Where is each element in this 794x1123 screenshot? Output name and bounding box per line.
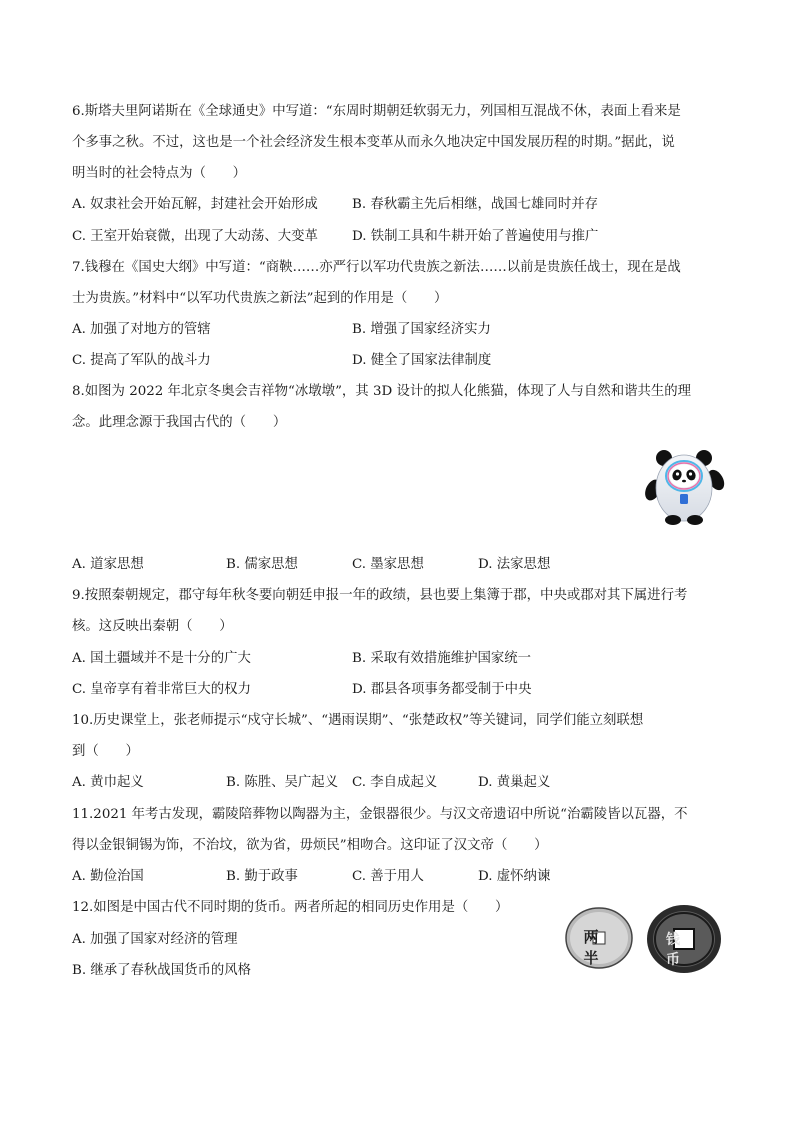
- q9-option-c[interactable]: C. 皇帝享有着非常巨大的权力: [72, 682, 251, 697]
- bing-dwen-dwen-icon: [644, 446, 726, 526]
- q8-option-a[interactable]: A. 道家思想: [72, 557, 144, 572]
- q9-option-a[interactable]: A. 国土疆域并不是十分的广大: [72, 651, 251, 666]
- q12-option-a[interactable]: A. 加强了国家对经济的管理: [72, 932, 238, 947]
- q12-stem-line-1: 12.如图是中国古代不同时期的货币。两者所起的相同历史作用是（ ）: [72, 900, 509, 915]
- coin-left-text: 两 半: [583, 928, 615, 967]
- q11-option-a[interactable]: A. 勤俭治国: [72, 869, 144, 884]
- q7-stem-line-1: 7.钱穆在《国史大纲》中写道：“商鞅……亦严行以军功代贵族之新法……以前是贵族任战士，现在是战: [72, 260, 681, 275]
- q10-option-c[interactable]: C. 李自成起义: [352, 775, 438, 790]
- q8-stem-line-2: 念。此理念源于我国古代的（ ）: [72, 415, 287, 430]
- coin-right-text: 钱 币: [666, 932, 702, 968]
- q10-stem-line-2: 到（ ）: [72, 744, 139, 759]
- q6-stem-line-1: 6.斯塔夫里阿诺斯在《全球通史》中写道：“东周时期朝廷软弱无力，列国相互混战不休，表面上看来是: [72, 104, 681, 119]
- q10-option-a[interactable]: A. 黄巾起义: [72, 775, 144, 790]
- q11-option-b[interactable]: B. 勤于政事: [226, 869, 298, 884]
- q7-option-b[interactable]: B. 增强了国家经济实力: [352, 322, 491, 337]
- coin-ban-liang-icon: [563, 906, 635, 970]
- q9-stem-line-2: 核。这反映出秦朝（ ）: [72, 619, 233, 634]
- q6-option-a[interactable]: A. 奴隶社会开始瓦解，封建社会开始形成: [72, 197, 318, 212]
- q6-stem-line-3: 明当时的社会特点为（ ）: [72, 166, 247, 181]
- q8-option-c[interactable]: C. 墨家思想: [352, 557, 424, 572]
- q7-option-c[interactable]: C. 提高了军队的战斗力: [72, 353, 211, 368]
- q10-stem-line-1: 10.历史课堂上，张老师提示“戍守长城”、“遇雨误期”、“张楚政权”等关键词，同学们能立刻联想: [72, 713, 644, 728]
- q12-option-b[interactable]: B. 继承了春秋战国货币的风格: [72, 963, 252, 978]
- q11-option-c[interactable]: C. 善于用人: [352, 869, 424, 884]
- q11-stem-line-2: 得以金银铜锡为饰，不治坟，欲为省，毋烦民”相吻合。这印证了汉文帝（ ）: [72, 838, 548, 853]
- q8-option-d[interactable]: D. 法家思想: [478, 557, 551, 572]
- q6-option-d[interactable]: D. 铁制工具和牛耕开始了普遍使用与推广: [352, 229, 599, 244]
- coin-round-square-hole-icon: [644, 903, 724, 975]
- q10-option-d[interactable]: D. 黄巢起义: [478, 775, 551, 790]
- q11-stem-line-1: 11.2021 年考古发现，霸陵陪葬物以陶器为主，金银器很少。与汉文帝遗诏中所说“治霸陵皆以瓦器，不: [72, 807, 688, 822]
- q8-option-b[interactable]: B. 儒家思想: [226, 557, 298, 572]
- q7-option-a[interactable]: A. 加强了对地方的管辖: [72, 322, 211, 337]
- q6-option-c[interactable]: C. 王室开始衰微，出现了大动荡、大变革: [72, 229, 318, 244]
- q9-option-d[interactable]: D. 郡县各项事务都受制于中央: [352, 682, 532, 697]
- q6-option-b[interactable]: B. 春秋霸主先后相继，战国七雄同时并存: [352, 197, 598, 212]
- q7-stem-line-2: 士为贵族。”材料中“以军功代贵族之新法”起到的作用是（ ）: [72, 291, 448, 306]
- q11-option-d[interactable]: D. 虚怀纳谏: [478, 869, 551, 884]
- q9-option-b[interactable]: B. 采取有效措施维护国家统一: [352, 651, 532, 666]
- q6-stem-line-2: 个多事之秋。不过，这也是一个社会经济发生根本变革从而永久地决定中国发展历程的时期。”据此，说: [72, 135, 675, 150]
- q10-option-b[interactable]: B. 陈胜、吴广起义: [226, 775, 339, 790]
- q7-option-d[interactable]: D. 健全了国家法律制度: [352, 353, 492, 368]
- q9-stem-line-1: 9.按照秦朝规定，郡守每年秋冬要向朝廷申报一年的政绩，县也要上集簿于郡，中央或郡对其下属进行考: [72, 588, 688, 603]
- q8-stem-line-1: 8.如图为 2022 年北京冬奥会吉祥物“冰墩墩”，其 3D 设计的拟人化熊猫，体现了人与自然和谐共生的理: [72, 384, 692, 399]
